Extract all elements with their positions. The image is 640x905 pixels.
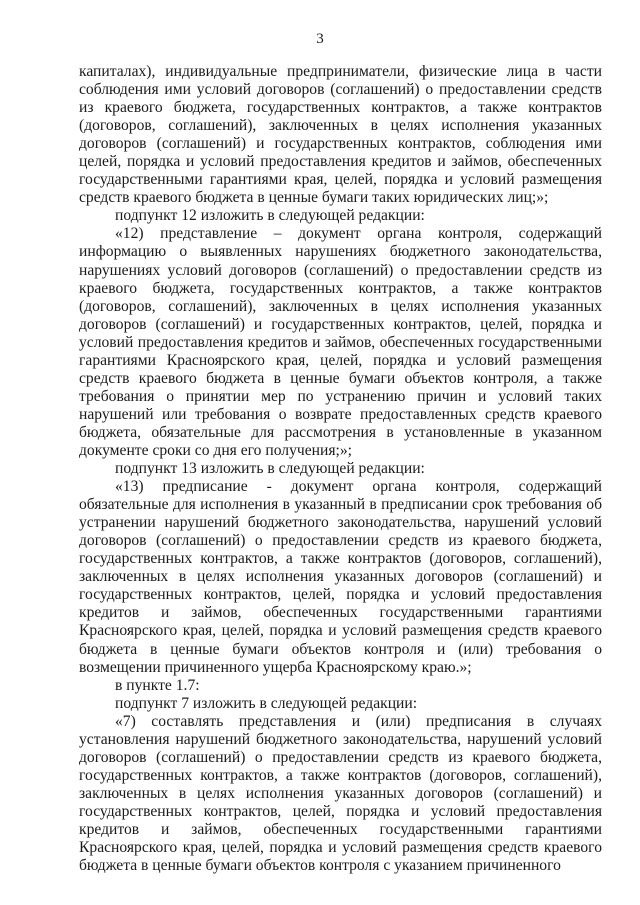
paragraph-clause-1-7: в пункте 1.7: [115, 676, 200, 694]
paragraph-subpoint-7-text: «7) составлять представления и (или) предписания в случаях установления нарушений бюджетного законодательства, нарушений условий договоров (соглашений) о предоставлении средств из краевого бюджета, государственных контрактов, а также контрактов (договоров, соглашений), заключенных в целях исполнения указанных договоров (соглашений) и государственных контрактов, целей, порядка и условий предоставления кредитов и займов, обеспеченных государственными гарантиями Красноярского края, целей, порядка и условий размещения средств краевого бюджета в ценные бумаги объектов контроля с указанием причиненного [79, 712, 602, 875]
document-body [79, 63, 602, 875]
paragraph-instruction-subpoint-13: подпункт 13 изложить в следующей редакции: [115, 460, 425, 478]
paragraph-continuation: капиталах), индивидуальные предприниматели, физические лица в части соблюдения ими условий договоров (соглашений) о предоставлении средств из краевого бюджета, государственных контрактов, а также контрактов (договоров, соглашений), заключенных в целях исполнения указанных договоров (соглашений) и государственных контрактов, соблюдения ими целей, порядка и условий предоставления кредитов и займов, обеспеченных государственными гарантиями края, целей, порядка и условий размещения средств краевого бюджета в ценные бумаги таких юридических лиц;»; [79, 63, 602, 207]
paragraph-instruction-subpoint-12: подпункт 12 изложить в следующей редакции: [115, 207, 425, 225]
paragraph-subpoint-12-text: «12) представление – документ органа контроля, содержащий информацию о выявленных нарушениях бюджетного законодательства, нарушениях условий договоров (соглашений) о предоставлении средств из краевого бюджета, государственных контрактов, а также контрактов (договоров, соглашений), заключенных в целях исполнения указанных договоров (соглашений) и государственных контрактов, целей, порядка и условий предоставления кредитов и займов, обеспеченных государственными гарантиями Красноярского края, целей, порядка и условий размещения средств краевого бюджета в ценные бумаги объектов контроля, а также требования о принятии мер по устранению причин и условий таких нарушений или требования о возврате предоставленных средств краевого бюджета, обязательные для рассмотрения в установленные в указанном документе сроки со дня его получения;»; [79, 225, 602, 459]
paragraph-instruction-subpoint-7: подпункт 7 изложить в следующей редакции: [115, 694, 418, 712]
paragraph-subpoint-13-text: «13) предписание - документ органа контроля, содержащий обязательные для исполнения в указанный в предписании срок требования об устранении нарушений бюджетного законодательства, нарушений условий договоров (соглашений) о предоставлении средств из краевого бюджета, государственных контрактов, а также контрактов (договоров, соглашений), заключенных в целях исполнения указанных договоров (соглашений) и государственных контрактов, целей, порядка и условий предоставления кредитов и займов, обеспеченных государственными гарантиями Красноярского края, целей, порядка и условий размещения средств краевого бюджета в ценные бумаги объектов контроля и (или) требования о возмещении причиненного ущерба Красноярскому краю.»; [79, 478, 602, 676]
page-number: 3 [316, 31, 324, 47]
